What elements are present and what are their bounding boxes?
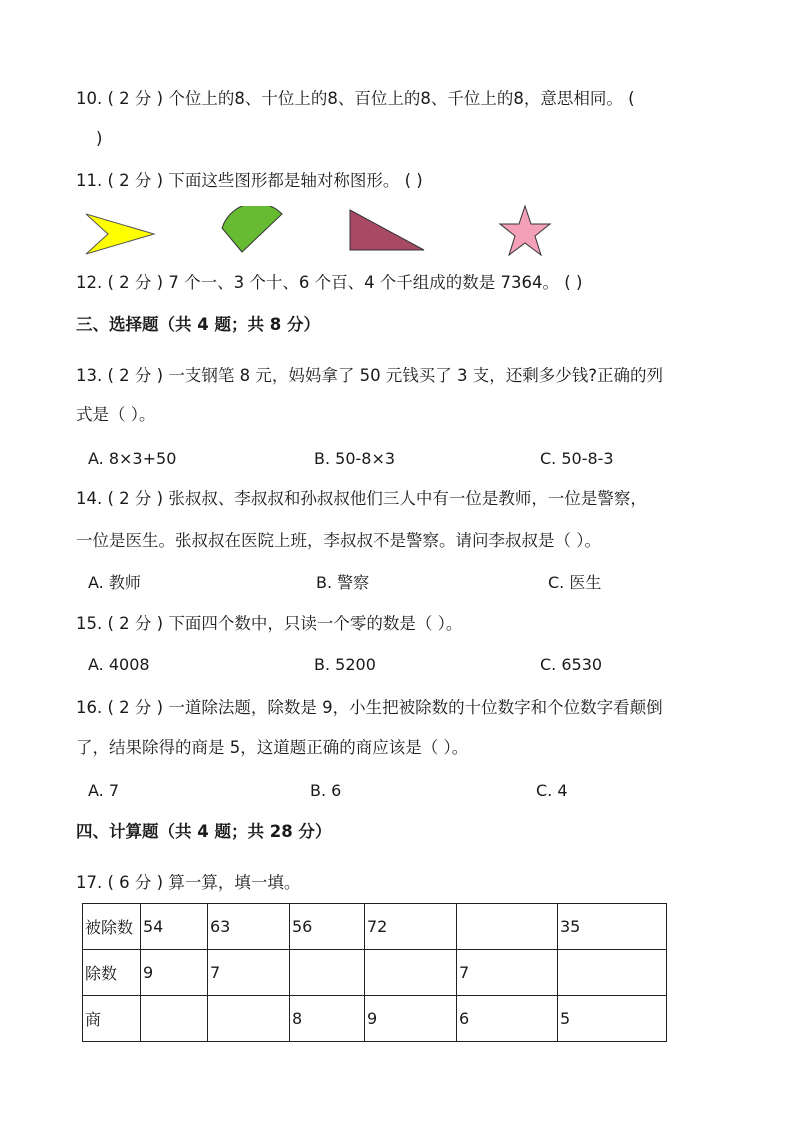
table-cell: 除数	[83, 950, 141, 996]
table-cell: 被除数	[83, 904, 141, 950]
section-3-heading: 三、选择题（共 4 题；共 8 分）	[76, 315, 320, 334]
table-cell: 54	[141, 904, 208, 950]
q16-option-b: B. 6	[310, 781, 342, 800]
table-cell: 8	[290, 996, 365, 1042]
table-cell: 9	[141, 950, 208, 996]
table-cell: 9	[365, 996, 457, 1042]
q16-text-line1: 16. ( 2 分 ) 一道除法题，除数是 9，小生把被除数的十位数字和个位数字看颠倒	[76, 698, 663, 717]
table-cell	[290, 950, 365, 996]
table-cell: 6	[457, 996, 558, 1042]
q17-text: 17. ( 6 分 ) 算一算，填一填。	[76, 873, 301, 892]
q16-option-a: A. 7	[88, 781, 120, 800]
table-row-divisor	[83, 950, 667, 996]
arrow-shape	[84, 212, 156, 256]
q15-option-a: A. 4008	[88, 655, 150, 674]
table-cell: 7	[457, 950, 558, 996]
table-cell: 5	[558, 996, 667, 1042]
q14-option-a: A. 教师	[88, 573, 141, 592]
q12-text: 12. ( 2 分 ) 7 个一、3 个十、6 个百、4 个千组成的数是 7364。 ( )	[76, 273, 583, 292]
table-cell	[365, 950, 457, 996]
q15-option-c: C. 6530	[540, 655, 603, 674]
table-cell: 72	[365, 904, 457, 950]
q14-option-b: B. 警察	[316, 573, 370, 592]
division-table	[82, 903, 667, 1042]
q14-text-line2: 一位是医生。张叔叔在医院上班，李叔叔不是警察。请问李叔叔是（ ）。	[76, 531, 601, 550]
q13-text-line2: 式是（ ）。	[76, 405, 156, 424]
table-cell: 35	[558, 904, 667, 950]
q15-text: 15. ( 2 分 ) 下面四个数中，只读一个零的数是（ ）。	[76, 614, 463, 633]
q14-option-c: C. 医生	[548, 573, 602, 592]
q11-text: 11. ( 2 分 ) 下面这些图形都是轴对称图形。 ( )	[76, 171, 423, 190]
q16-option-c: C. 4	[536, 781, 568, 800]
q13-text-line1: 13. ( 2 分 ) 一支钢笔 8 元，妈妈拿了 50 元钱买了 3 支，还剩多少钱?正确的列	[76, 366, 664, 385]
fan-sector-shape	[218, 206, 288, 256]
q13-option-c: C. 50-8-3	[540, 449, 614, 468]
q13-option-b: B. 50-8×3	[314, 449, 396, 468]
table-cell: 商	[83, 996, 141, 1042]
table-cell	[558, 950, 667, 996]
q10-text-line2: )	[96, 129, 103, 148]
table-cell	[208, 996, 290, 1042]
q14-text-line1: 14. ( 2 分 ) 张叔叔、李叔叔和孙叔叔他们三人中有一位是教师，一位是警察，	[76, 489, 647, 508]
table-cell: 7	[208, 950, 290, 996]
q15-option-b: B. 5200	[314, 655, 376, 674]
table-row-dividend	[83, 904, 667, 950]
table-cell: 63	[208, 904, 290, 950]
section-4-heading: 四、计算题（共 4 题；共 28 分）	[76, 822, 332, 841]
star-shape	[498, 204, 552, 258]
table-row-quotient	[83, 996, 667, 1042]
right-triangle-shape	[348, 208, 428, 252]
table-cell	[457, 904, 558, 950]
table-cell: 56	[290, 904, 365, 950]
q13-option-a: A. 8×3+50	[88, 449, 177, 468]
q16-text-line2: 了，结果除得的商是 5，这道题正确的商应该是（ ）。	[76, 738, 469, 757]
q10-text-line1: 10. ( 2 分 ) 个位上的8、十位上的8、百位上的8、千位上的8，意思相同。 (	[76, 89, 635, 108]
table-cell	[141, 996, 208, 1042]
